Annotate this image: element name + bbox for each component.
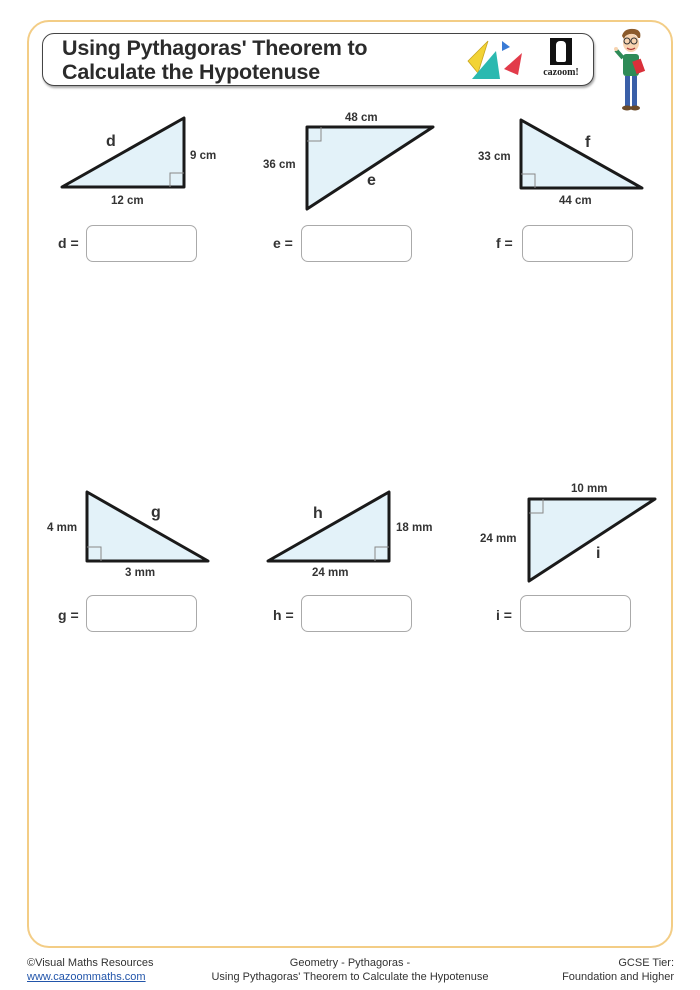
answer-label: e = bbox=[273, 235, 293, 251]
answer-input-i[interactable] bbox=[520, 595, 631, 632]
answer-label: g = bbox=[58, 607, 79, 623]
hypotenuse-label: h bbox=[313, 505, 323, 522]
answer-label: d = bbox=[58, 235, 79, 251]
footer-tier: GCSE Tier: Foundation and Higher bbox=[562, 957, 674, 983]
side-label: 48 cm bbox=[345, 112, 378, 124]
side-label: 36 cm bbox=[263, 159, 296, 171]
side-label: 18 mm bbox=[396, 522, 433, 534]
side-label: 24 mm bbox=[312, 567, 349, 579]
hypotenuse-label: f bbox=[585, 134, 591, 151]
footer-topic: Geometry - Pythagoras - Using Pythagoras' Theorem to Calculate the Hypotenuse bbox=[211, 957, 489, 983]
side-label: 44 cm bbox=[559, 195, 592, 207]
hypotenuse-label: d bbox=[106, 133, 116, 150]
side-label: 9 cm bbox=[190, 150, 217, 162]
answer-label: i = bbox=[496, 607, 512, 623]
hypotenuse-label: i bbox=[596, 545, 601, 562]
answer-label: h = bbox=[273, 607, 294, 623]
side-label: 12 cm bbox=[111, 195, 144, 207]
side-label: 4 mm bbox=[47, 522, 78, 534]
footer-copyright: ©Visual Maths Resources www.cazoommaths.com bbox=[27, 957, 154, 983]
page-title: Using Pythagoras' Theorem to Calculate the Hypotenuse bbox=[62, 36, 368, 84]
hypotenuse-label: e bbox=[367, 172, 376, 189]
side-label: 3 mm bbox=[125, 567, 156, 579]
side-label: 33 cm bbox=[478, 151, 511, 163]
cazoom-logo: cazoom! bbox=[536, 38, 586, 82]
answer-label: f = bbox=[496, 235, 513, 251]
side-label: 24 mm bbox=[480, 533, 517, 545]
side-label: 10 mm bbox=[571, 483, 608, 495]
website-link[interactable]: www.cazoommaths.com bbox=[27, 971, 146, 983]
hypotenuse-label: g bbox=[151, 504, 161, 521]
